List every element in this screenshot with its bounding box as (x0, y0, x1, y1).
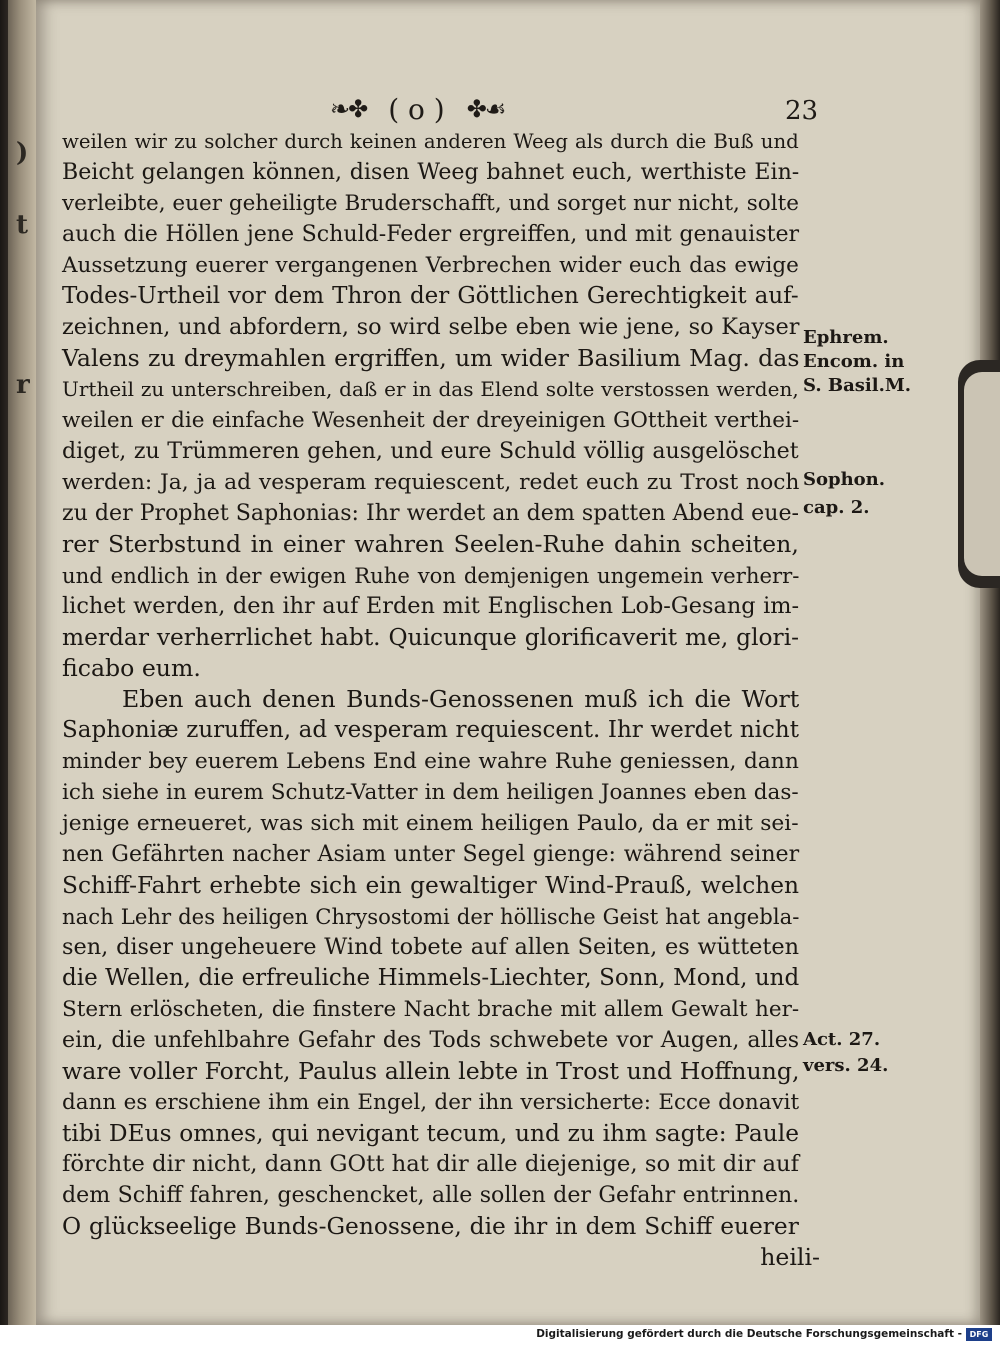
page-right-edge (980, 0, 1000, 1325)
text-line: Urtheil zu unterschreiben, daß er in das Elend solte verstossen werden, (62, 377, 799, 401)
text-line: Beicht gelangen können, disen Weeg bahnet euch, werthiste Ein- (62, 159, 800, 185)
text-line: O glückseelige Bunds-Genossene, die ihr in dem Schiff euerer (62, 1213, 799, 1240)
text-line: ich siehe in eurem Schutz-Vatter in dem heiligen Joannes eben das- (62, 780, 799, 805)
text-line: werden: Ja, ja ad vesperam requiescent, redet euch zu Trost noch (62, 470, 800, 495)
text-line: ware voller Forcht, Paulus allein lebte in Trost und Hoffnung, (62, 1057, 800, 1085)
text-line: Eben auch denen Bunds-Genossenen muß ich die Wort (122, 685, 800, 713)
text-line: Schiff-Fahrt erhebte sich ein gewaltiger Wind-Prauß, welchen (62, 872, 800, 899)
text-line: merdar verherrlichet habt. Quicunque glorificaverit me, glori- (62, 624, 800, 651)
text-line: Saphoniæ zuruffen, ad vesperam requiescent. Ihr werdet nicht (62, 717, 799, 743)
header-mark: ( o ) (388, 92, 445, 126)
text-line: sen, diser ungeheuere Wind tobete auf allen Seiten, es wütteten (62, 934, 800, 960)
page-number: 23 (785, 96, 819, 126)
text-line: dann es erschiene ihm ein Engel, der ihn versicherte: Ecce donavit (62, 1090, 800, 1115)
margin-note: Act. 27. (803, 1029, 881, 1050)
text-line: Valens zu dreymahlen ergriffen, um wider Basilium Mag. das (62, 344, 800, 372)
right-ornament-icon: ✤☙ (466, 95, 505, 123)
margin-note: vers. 24. (803, 1055, 889, 1076)
text-line: auch die Höllen jene Schuld-Feder ergreiffen, und mit genauister (62, 221, 800, 247)
margin-note: Ephrem. (803, 327, 889, 348)
text-line: Todes-Urtheil vor dem Thron der Göttlichen Gerechtigkeit auf- (62, 283, 799, 309)
page-tab (964, 372, 1000, 576)
margin-note: Encom. in (803, 351, 905, 372)
catchword: heili- (760, 1243, 820, 1271)
text-line: förchte dir nicht, dann GOtt hat dir alle diejenige, so mit dir auf (62, 1151, 800, 1177)
text-line: ein, die unfehlbahre Gefahr des Tods schwebete vor Augen, alles (62, 1027, 800, 1053)
margin-note: Sophon. (803, 469, 886, 490)
text-line: zu der Prophet Saphonias: Ihr werdet an dem spatten Abend eue- (62, 500, 800, 526)
text-line: weilen er die einfache Wesenheit der dreyeinigen GOttheit verthei- (62, 408, 800, 433)
page-header (330, 92, 504, 126)
dfg-logo: DFG (966, 1328, 992, 1341)
text-line: minder bey euerem Lebens End eine wahre Ruhe geniessen, dann (62, 749, 799, 774)
margin-note: S. Basil.M. (803, 375, 912, 396)
text-line: nach Lehr des heiligen Chrysostomi der höllische Geist hat angebla- (62, 904, 800, 929)
text-line: ficabo eum. (62, 654, 201, 682)
text-line: verleibte, euer geheiligte Bruderschafft, und sorget nur nicht, solte (62, 191, 799, 216)
text-line: jenige erneueret, was sich mit einem heiligen Paulo, da er mit sei- (62, 811, 799, 836)
facing-page-fragment: r (16, 370, 30, 400)
facing-page-fragment: t (16, 210, 29, 240)
left-ornament-icon: ❧✤ (330, 95, 367, 123)
text-line: dem Schiff fahren, geschencket, alle sollen der Gefahr entrinnen. (62, 1182, 800, 1208)
text-line: Aussetzung euerer vergangenen Verbrechen wider euch das ewige (62, 253, 799, 278)
text-line: weilen wir zu solcher durch keinen anderen Weeg als durch die Buß und (62, 130, 799, 153)
text-line: lichet werden, den ihr auf Erden mit Englischen Lob-Gesang im- (62, 593, 800, 619)
text-line: diget, zu Trümmeren gehen, und eure Schuld völlig ausgelöschet (62, 438, 799, 464)
footer-credit: Digitalisierung gefördert durch die Deutsche Forschungsgemeinschaft - (536, 1328, 962, 1340)
text-line: nen Gefährten nacher Asiam unter Segel gienge: während seiner (62, 841, 800, 867)
facing-page-edge (8, 0, 38, 1325)
text-line: und endlich in der ewigen Ruhe von demjenigen ungemein verherr- (62, 563, 800, 588)
text-line: die Wellen, die erfreuliche Himmels-Liechter, Sonn, Mond, und (62, 965, 800, 991)
text-line: Stern erlöscheten, die finstere Nacht brache mit allem Gewalt her- (62, 997, 800, 1022)
text-line: zeichnen, und abfordern, so wird selbe eben wie jene, so Kayser (62, 314, 800, 340)
margin-note: cap. 2. (803, 497, 870, 518)
text-line: rer Sterbstund in einer wahren Seelen-Ruhe dahin scheiten, (62, 530, 799, 558)
text-line: tibi DEus omnes, qui nevigant tecum, und zu ihm sagte: Paule (62, 1120, 800, 1147)
facing-page-fragment: ) (16, 138, 29, 168)
